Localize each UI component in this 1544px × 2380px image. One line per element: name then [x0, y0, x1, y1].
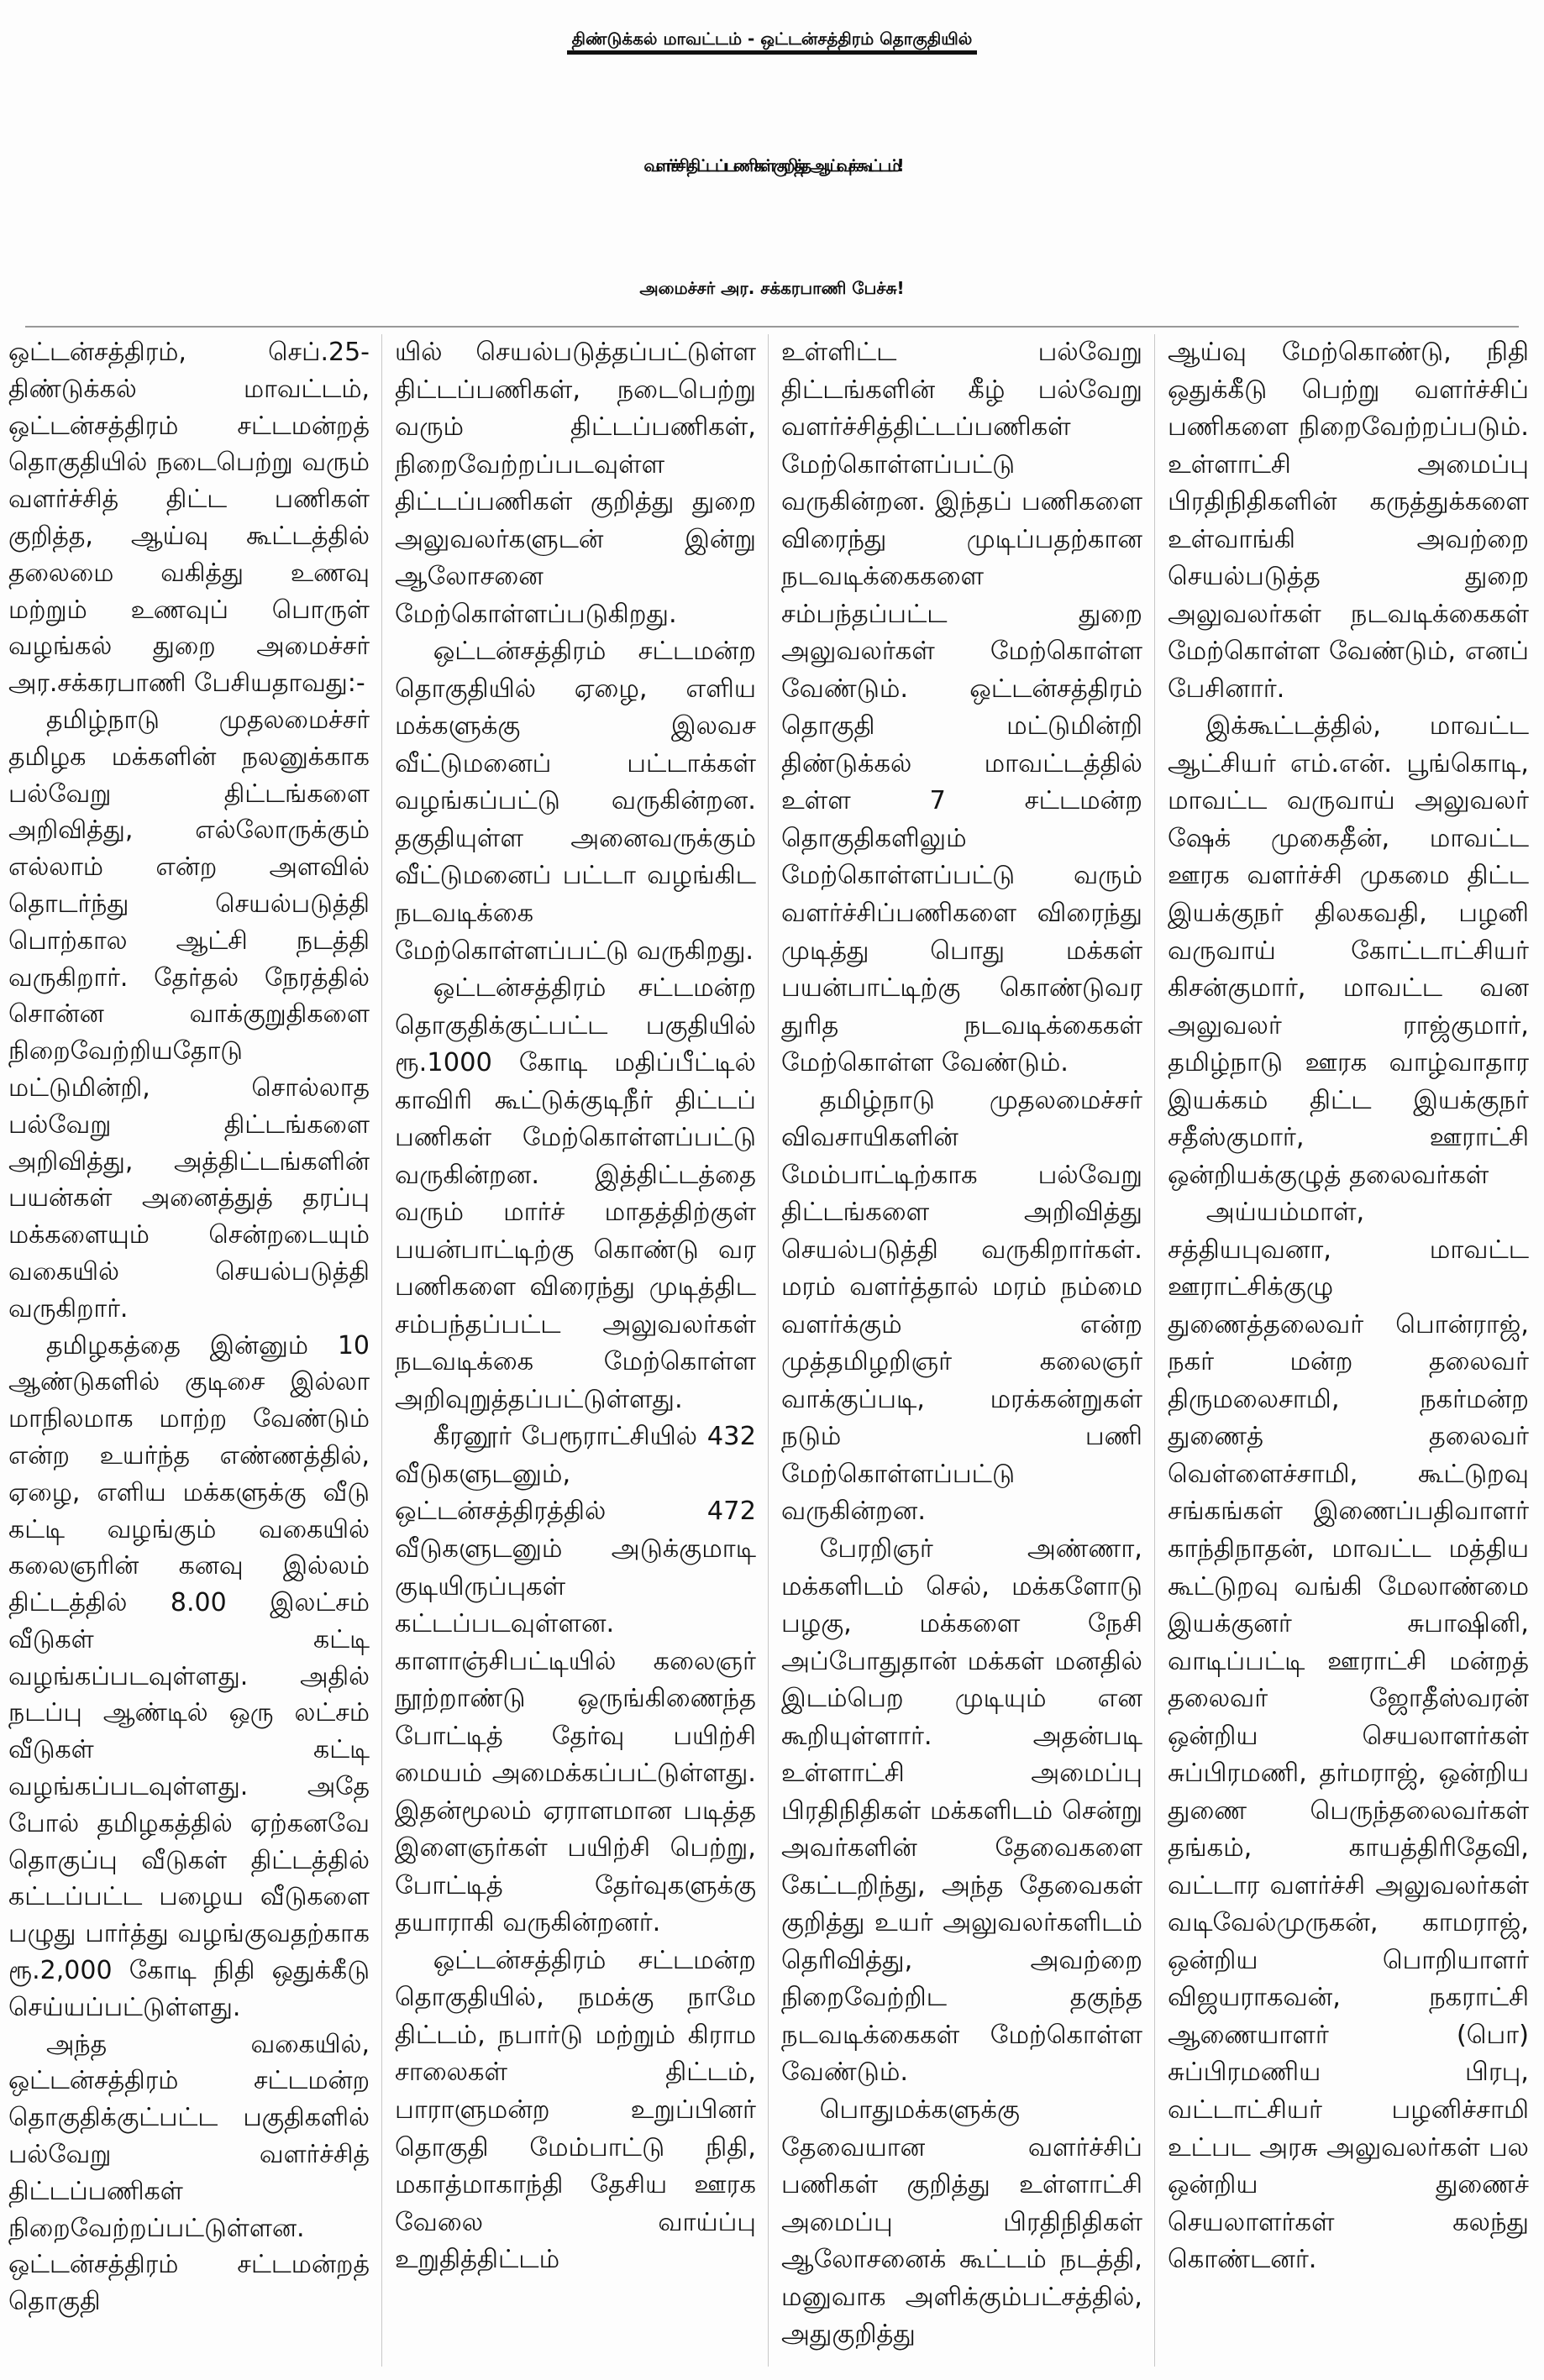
- paragraph: ஆய்வு மேற்கொண்டு, நிதி ஒதுக்கீடு பெற்று வளர்ச்சிப் பணிகளை நிறைவேற்றப்படும். உள்ளாட்சி அமைப்பு பிரதிநிதிகளின் கருத்துக்களை உள்வாங்கி அவற்றை செயல்படுத்த துறை அலுவலர்கள் நடவடிக்கைகள் மேற்கொள்ள வேண்டும், எனப் பேசினார்.: [1168, 338, 1529, 704]
- paragraph: பொதுமக்களுக்கு தேவையான வளர்ச்சிப் பணிகள் குறித்து உள்ளாட்சி அமைப்பு பிரதிநிதிகள் ஆலோசனைக் கூட்டம் நடத்தி, மனுவாக அளிக்கும்பட்சத்தில், அதுகுறித்து: [781, 2094, 1142, 2350]
- paragraph: பேரறிஞர் அண்ணா, மக்களிடம் செல், மக்களோடு பழகு, மக்களை நேசி அப்போதுதான் மக்கள் மனதில் இடம்பெற முடியும் என கூறியுள்ளார். அதன்படி உள்ளாட்சி அமைப்பு பிரதிநிதிகள் மக்களிடம் சென்று அவர்களின் தேவைகளை கேட்டறிந்து, அந்த தேவைகள் குறித்து உயர் அலுவலர்களிடம் தெரிவித்து, அவற்றை நிறைவேற்றிட தகுந்த நடவடிக்கைகள் மேற்கொள்ள வேண்டும்.: [781, 1534, 1142, 2088]
- article-column-2: [395, 334, 756, 2367]
- paragraph: உள்ளிட்ட பல்வேறு திட்டங்களின் கீழ் பல்வேறு வளர்ச்சித்திட்டப்பணிகள் மேற்கொள்ளப்பட்டு வருகின்றன. இந்தப் பணிகளை விரைந்து முடிப்பதற்கான நடவடிக்கைகளை சம்பந்தப்பட்ட துறை அலுவலர்கள் மேற்கொள்ள வேண்டும். ஒட்டன்சத்திரம் தொகுதி மட்டுமின்றி திண்டுக்கல் மாவட்டத்தில் உள்ள 7 சட்டமன்ற தொகுதிகளிலும் மேற்கொள்ளப்பட்டு வரும் வளர்ச்சிப்பணிகளை விரைந்து முடித்து பொது மக்கள் பயன்பாட்டிற்கு கொண்டுவர துரித நடவடிக்கைகள் மேற்கொள்ள வேண்டும்.: [781, 338, 1142, 1078]
- paragraph: ஒட்டன்சத்திரம் சட்டமன்ற தொகுதியில், நமக்கு நாமே திட்டம், நபார்டு மற்றும் கிராம சாலைகள் திட்டம், பாராளுமன்ற உறுப்பினர் தொகுதி மேம்பாட்டு நிதி, மகாத்மாகாந்தி தேசிய ஊரக வேலை வாய்ப்பு உறுதித்திட்டம்: [395, 1945, 756, 2275]
- paragraph: ஒட்டன்சத்திரம் சட்டமன்ற தொகுதிக்குட்பட்ட பகுதியில் ரூ.1000 கோடி மதிப்பீட்டில் காவிரி கூட்டுக்குடிநீர் திட்டப் பணிகள் மேற்கொள்ளப்பட்டு வருகின்றன. இத்திட்டத்தை வரும் மார்ச் மாதத்திற்குள் பயன்பாட்டிற்கு கொண்டு வர பணிகளை விரைந்து முடித்திட சம்பந்தப்பட்ட அலுவலர்கள் நடவடிக்கை மேற்கொள்ள அறிவுறுத்தப்பட்டுள்ளது.: [395, 973, 756, 1414]
- column-divider: [381, 334, 382, 2367]
- paragraph: தமிழ்நாடு முதலமைச்சர் விவசாயிகளின் மேம்பாட்டிற்காக பல்வேறு திட்டங்களை அறிவித்து செயல்படுத்தி வருகிறார்கள். மரம் வளர்த்தால் மரம் நம்மை வளர்க்கும் என்ற முத்தமிழறிஞர் கலைஞர் வாக்குப்படி, மரக்கன்றுகள் நடும் பணி மேற்கொள்ளப்பட்டு வருகின்றன.: [781, 1085, 1142, 1527]
- column-divider: [768, 334, 769, 2367]
- paragraph: யில் செயல்படுத்தப்பட்டுள்ள திட்டப்பணிகள், நடைபெற்று வரும் திட்டப்பணிகள், நிறைவேற்றப்படவுள்ள திட்டப்பணிகள் குறித்து துறை அலுவலர்களுடன் இன்று ஆலோசனை மேற்கொள்ளப்படுகிறது.: [395, 338, 756, 629]
- paragraph: அய்யம்மாள், சத்தியபுவனா, மாவட்ட ஊராட்சிக்குழு துணைத்தலைவர் பொன்ராஜ், நகர் மன்ற தலைவர் திருமலைசாமி, நகர்மன்ற துணைத் தலைவர் வெள்ளைச்சாமி, கூட்டுறவு சங்கங்கள் இணைப்பதிவாளர் காந்திநாதன், மாவட்ட மத்திய கூட்டுறவு வங்கி மேலாண்மை இயக்குனர் சுபாஷினி, வாடிப்பட்டி ஊராட்சி மன்றத் தலைவர் ஜோதீஸ்வரன் ஒன்றிய செயலாளர்கள் சுப்பிரமணி, தர்மராஜ், ஒன்றிய துணை பெருந்தலைவர்கள் தங்கம், காயத்திரிதேவி, வட்டார வளர்ச்சி அலுவலர்கள் வடிவேல்முருகன், காமராஜ், ஒன்றிய பொறியாளர் விஜயராகவன், நகராட்சி ஆணையாளர் (பொ) சுப்பிரமணிய பிரபு, வட்டாட்சியர் பழனிச்சாமி உட்பட அரசு அலுவலர்கள் பல ஒன்றிய துணைச் செயலாளர்கள் கலந்து கொண்டனர்.: [1168, 1198, 1529, 2275]
- kicker-text: திண்டுக்கல் மாவட்டம் - ஒட்டன்சத்திரம் தொகுதியில்: [567, 29, 978, 55]
- article-column-1: [8, 334, 370, 2367]
- paragraph: தமிழகத்தை இன்னும் 10 ஆண்டுகளில் குடிசை இல்லா மாநிலமாக மாற்ற வேண்டும் என்ற உயர்ந்த எண்ணத்தில், ஏழை, எளிய மக்களுக்கு வீடு கட்டி வழங்கும் வகையில் கலைஞரின் கனவு இல்லம் திட்டத்தில் 8.00 இலட்சம் வீடுகள் கட்டி வழங்கப்படவுள்ளது. அதில் நடப்பு ஆண்டில் ஒரு லட்சம் வீடுகள் கட்டி வழங்கப்படவுள்ளது. அதே போல் தமிழகத்தில் ஏற்கனவே தொகுப்பு வீடுகள் திட்டத்தில் கட்டப்பட்ட பழைய வீடுகளை பழுது பார்த்து வழங்குவதற்காக ரூ.2,000 கோடி நிதி ஒதுக்கீடு செய்யப்பட்டுள்ளது.: [8, 1330, 370, 2022]
- column-divider: [1154, 334, 1155, 2367]
- headline: வளர்ச்சி திட்டப் பணிகள் குறித்த ஆய்வுக் கூட்டம்!: [643, 155, 901, 176]
- paragraph: ஒட்டன்சத்திரம் சட்டமன்ற தொகுதியில் ஏழை, எளிய மக்களுக்கு இலவச வீட்டுமனைப் பட்டாக்கள் வழங்கப்பட்டு வருகின்றன. தகுதியுள்ள அனைவருக்கும் வீட்டுமனைப் பட்டா வழங்கிட நடவடிக்கை மேற்கொள்ளப்பட்டு வருகிறது.: [395, 637, 756, 966]
- article-column-4: [1168, 334, 1529, 2367]
- paragraph: கீரனூர் பேரூராட்சியில் 432 வீடுகளுடனும், ஒட்டன்சத்திரத்தில் 472 வீடுகளுடனும் அடுக்குமாடி குடியிருப்புகள் கட்டப்படவுள்ளன. காளாஞ்சிபட்டியில் கலைஞர் நூற்றாண்டு ஒருங்கிணைந்த போட்டித் தேர்வு பயிற்சி மையம் அமைக்கப்பட்டுள்ளது. இதன்மூலம் ஏராளமான படித்த இளைஞர்கள் பயிற்சி பெற்று, போட்டித் தேர்வுகளுக்கு தயாராகி வருகின்றனர்.: [395, 1422, 756, 1938]
- paragraph: இக்கூட்டத்தில், மாவட்ட ஆட்சியர் எம்.என். பூங்கொடி, மாவட்ட வருவாய் அலுவலர் ஷேக் முகைதீன், மாவட்ட ஊரக வளர்ச்சி முகமை திட்ட இயக்குநர் திலகவதி, பழனி வருவாய் கோட்டாட்சியர் கிசன்குமார், மாவட்ட வன அலுவலர் ராஜ்குமார், தமிழ்நாடு ஊரக வாழ்வாதார இயக்கம் திட்ட இயக்குநர் சதீஸ்குமார், ஊராட்சி ஒன்றியக்குழுத் தலைவர்கள்: [1168, 711, 1529, 1190]
- subheadline: அமைச்சர் அர. சக்கரபாணி பேச்சு!: [639, 278, 905, 298]
- paragraph: ஒட்டன்சத்திரம், செப்.25- திண்டுக்கல் மாவட்டம், ஒட்டன்சத்திரம் சட்டமன்றத் தொகுதியில் நடைபெற்று வரும் வளர்ச்சித் திட்ட பணிகள் குறித்த, ஆய்வு கூட்டத்தில் தலைமை வகித்து உணவு மற்றும் உணவுப் பொருள் வழங்கல் துறை அமைச்சர் அர.சக்கரபாணி பேசியதாவது:-: [8, 338, 370, 699]
- kicker: [0, 5, 1544, 72]
- header-divider: [25, 326, 1519, 328]
- paragraph: தமிழ்நாடு முதலமைச்சர் தமிழக மக்களின் நலனுக்காக பல்வேறு திட்டங்களை அறிவித்து, எல்லோருக்கும் எல்லாம் என்ற அளவில் தொடர்ந்து செயல்படுத்தி பொற்கால ஆட்சி நடத்தி வருகிறார். தேர்தல் நேரத்தில் சொன்ன வாக்குறுதிகளை நிறைவேற்றியதோடு மட்டுமின்றி, சொல்லாத பல்வேறு திட்டங்களை அறிவித்து, அத்திட்டங்களின் பயன்கள் அனைத்துத் தரப்பு மக்களையும் சென்றடையும் வகையில் செயல்படுத்தி வருகிறார்.: [8, 705, 370, 1324]
- article-column-3: [781, 334, 1142, 2367]
- paragraph: அந்த வகையில், ஒட்டன்சத்திரம் சட்டமன்ற தொகுதிக்குட்பட்ட பகுதிகளில் பல்வேறு வளர்ச்சித் திட்டப்பணிகள் நிறைவேற்றப்பட்டுள்ளன. ஒட்டன்சத்திரம் சட்டமன்றத் தொகுதி: [8, 2029, 370, 2317]
